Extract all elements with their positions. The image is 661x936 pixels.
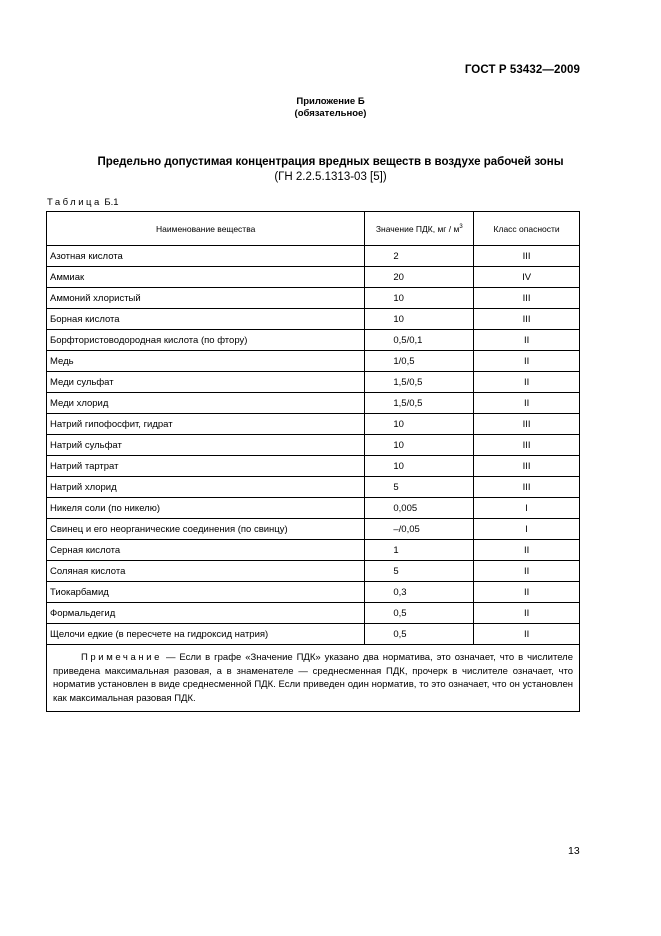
- hazard-class-cell: III: [474, 414, 580, 435]
- hazard-class-cell: III: [474, 288, 580, 309]
- pdk-value-cell: 5: [365, 477, 474, 498]
- pdk-value-cell: 0,5: [365, 603, 474, 624]
- pdk-value-cell: 1: [365, 540, 474, 561]
- pdk-value-cell: 1,5/0,5: [365, 393, 474, 414]
- hazard-class-cell: II: [474, 393, 580, 414]
- pdk-value-cell: 10: [365, 309, 474, 330]
- table-row: [47, 414, 580, 435]
- hazard-class-cell: II: [474, 330, 580, 351]
- title-sub: (ГН 2.2.5.1313-03 [5]): [274, 171, 387, 183]
- table-row: [47, 288, 580, 309]
- table-row: [47, 477, 580, 498]
- substance-name-cell: Меди сульфат: [47, 372, 365, 393]
- hazard-class-cell: III: [474, 456, 580, 477]
- table-row: [47, 540, 580, 561]
- substance-name-cell: Никеля соли (по никелю): [47, 498, 365, 519]
- column-header-value-sup: 3: [459, 223, 463, 230]
- pdk-value-cell: 1/0,5: [365, 351, 474, 372]
- hazard-class-cell: III: [474, 246, 580, 267]
- column-header-class: Класс опасности: [474, 212, 580, 246]
- table-caption-number: Б.1: [104, 197, 119, 208]
- pdk-value-cell: 20: [365, 267, 474, 288]
- pdk-value-cell: 0,005: [365, 498, 474, 519]
- substance-name-cell: Тиокарбамид: [47, 582, 365, 603]
- table-row: [47, 519, 580, 540]
- substance-name-cell: Формальдегид: [47, 603, 365, 624]
- pdk-value-cell: –/0,05: [365, 519, 474, 540]
- pdk-value-cell: 10: [365, 288, 474, 309]
- table-row: [47, 582, 580, 603]
- pdk-value-cell: 5: [365, 561, 474, 582]
- substance-name-cell: Свинец и его неорганические соединения (по свинцу): [47, 519, 365, 540]
- hazard-class-cell: I: [474, 519, 580, 540]
- substance-name-cell: Соляная кислота: [47, 561, 365, 582]
- pdk-value-cell: 10: [365, 414, 474, 435]
- hazard-class-cell: IV: [474, 267, 580, 288]
- table-row: [47, 624, 580, 645]
- table-row: [47, 267, 580, 288]
- title-main: Предельно допустимая концентрация вредных веществ в воздухе рабочей зоны: [97, 156, 564, 168]
- pdk-value-cell: 2: [365, 246, 474, 267]
- substance-name-cell: Борная кислота: [47, 309, 365, 330]
- substance-name-cell: Натрий сульфат: [47, 435, 365, 456]
- table-row: [47, 561, 580, 582]
- appendix-heading: [0, 96, 661, 120]
- table-row: [47, 330, 580, 351]
- pdk-value-cell: 1,5/0,5: [365, 372, 474, 393]
- hazard-class-cell: I: [474, 498, 580, 519]
- note-text: — Если в графе «Значение ПДК» указано два норматива, это означает, что в числителе приведена максимальная разовая, а в знаменателе — среднесменная ПДК, прочерк в числителе означает, что норматив установлен в виде среднесменной ПДК. Если приведен один норматив, то это означает, что он установлен как максимальная разовая ПДК.: [53, 652, 573, 704]
- substance-name-cell: Аммиак: [47, 267, 365, 288]
- table-row: [47, 372, 580, 393]
- hazard-class-cell: II: [474, 372, 580, 393]
- table-header-row: [47, 212, 580, 246]
- table-row: [47, 603, 580, 624]
- substance-name-cell: Щелочи едкие (в пересчете на гидроксид натрия): [47, 624, 365, 645]
- table-note: [47, 645, 580, 712]
- page-number: 13: [568, 845, 580, 857]
- table-row: [47, 456, 580, 477]
- document-code: ГОСТ Р 53432—2009: [464, 64, 580, 76]
- substance-name-cell: Борфтористоводородная кислота (по фтору): [47, 330, 365, 351]
- pdk-value-cell: 0,3: [365, 582, 474, 603]
- table-row: [47, 351, 580, 372]
- table-row: [47, 498, 580, 519]
- hazard-class-cell: II: [474, 561, 580, 582]
- pdk-value-cell: 0,5/0,1: [365, 330, 474, 351]
- table-row: [47, 246, 580, 267]
- substance-name-cell: Натрий хлорид: [47, 477, 365, 498]
- appendix-label: Приложение Б: [296, 96, 365, 107]
- appendix-status: (обязательное): [294, 108, 367, 119]
- column-header-value-text: Значение ПДК, мг / м: [375, 223, 460, 234]
- hazard-class-cell: II: [474, 582, 580, 603]
- hazard-class-cell: II: [474, 624, 580, 645]
- pdk-value-cell: 10: [365, 435, 474, 456]
- substance-name-cell: Серная кислота: [47, 540, 365, 561]
- substance-name-cell: Азотная кислота: [47, 246, 365, 267]
- substance-name-cell: Медь: [47, 351, 365, 372]
- substance-name-cell: Натрий гипофосфит, гидрат: [47, 414, 365, 435]
- hazard-class-cell: III: [474, 435, 580, 456]
- hazard-class-cell: III: [474, 309, 580, 330]
- table-body: [47, 246, 580, 645]
- table-note-row: [47, 645, 580, 712]
- substance-name-cell: Аммоний хлористый: [47, 288, 365, 309]
- table-caption: [47, 197, 119, 208]
- column-header-name: Наименование вещества: [47, 212, 365, 246]
- note-label: Примечание: [81, 652, 162, 663]
- column-header-value: [365, 212, 474, 246]
- pdk-table: [46, 211, 580, 712]
- page-title: [0, 155, 661, 185]
- table-row: [47, 393, 580, 414]
- hazard-class-cell: III: [474, 477, 580, 498]
- table-row: [47, 435, 580, 456]
- table-caption-label: Таблица: [47, 197, 102, 208]
- table-row: [47, 309, 580, 330]
- substance-name-cell: Меди хлорид: [47, 393, 365, 414]
- hazard-class-cell: II: [474, 540, 580, 561]
- pdk-value-cell: 10: [365, 456, 474, 477]
- pdk-value-cell: 0,5: [365, 624, 474, 645]
- hazard-class-cell: II: [474, 351, 580, 372]
- hazard-class-cell: II: [474, 603, 580, 624]
- substance-name-cell: Натрий тартрат: [47, 456, 365, 477]
